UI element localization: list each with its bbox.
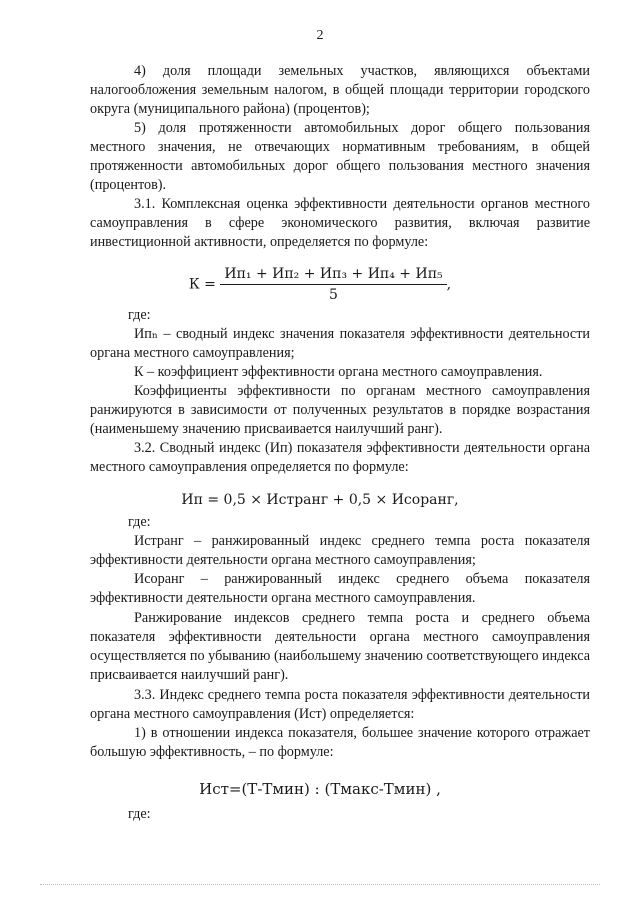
formula-k-numerator: Ип₁ + Ип₂ + Ип₃ + Ип₄ + Ип₅ (220, 266, 446, 285)
definition-k: К – коэффициент эффективности органа местного самоуправления. (134, 364, 543, 380)
page-number: 2 (316, 28, 324, 43)
where-label-3: где: (128, 806, 151, 822)
formula-ist: Ист=(Т-Тмин) : (Тмакс-Тмин) , (199, 780, 441, 798)
definition-ipn: Ипₙ – сводный индекс значения показателя эффективности деятельности органа местного самоуправления; (90, 326, 590, 361)
paragraph-3-1: 3.1. Комплексная оценка эффективности деятельности органов местного самоуправления в сфере экономического развития, включая развитие инвестиционной активности, определяется по формуле: (90, 196, 590, 250)
formula-k (0, 266, 640, 303)
where-label-1: где: (128, 307, 151, 323)
definition-ist-rang: Истранг – ранжированный индекс среднего темпа роста показателя эффективности деятельности органа местного самоуправления; (90, 533, 590, 568)
formula-ip: Ип = 0,5 × Истранг + 0,5 × Исоранг, (181, 492, 459, 508)
paragraph-3-3: 3.3. Индекс среднего темпа роста показателя эффективности деятельности органа местного самоуправления (Ист) определяется: (90, 687, 590, 722)
formula-k-tail: , (446, 276, 452, 293)
paragraph-item-4: 4) доля площади земельных участков, являющихся объектами налогообложения земельным налогом, в общей площади территории городского округа (муниципального района) (процентов); (90, 63, 590, 117)
paragraph-3-3-item-1: 1) в отношении индекса показателя, большее значение которого отражает большую эффективность, – по формуле: (90, 725, 590, 760)
paragraph-ranking-coefficients: Коэффициенты эффективности по органам местного самоуправления ранжируются в зависимости от полученных результатов в порядке возрастания (наименьшему значению присваивается наилучший ранг). (90, 383, 590, 437)
footer-divider (40, 884, 600, 886)
formula-k-fraction (220, 266, 446, 303)
paragraph-3-2: 3.2. Сводный индекс (Ип) показателя эффективности деятельности органа местного самоуправления определяется по формуле: (90, 440, 590, 475)
paragraph-item-5: 5) доля протяженности автомобильных дорог общего пользования местного значения, не отвечающих нормативным требованиям, в общей протяженности автомобильных дорог общего пользования местного значения (процентов). (90, 120, 590, 193)
where-label-2: где: (128, 514, 151, 530)
formula-k-denominator: 5 (329, 287, 338, 303)
paragraph-ranking-indices: Ранжирование индексов среднего темпа роста и среднего объема показателя эффективности деятельности органа местного самоуправления осуществляется по убыванию (наибольшему значению соответствующего индекса присваивается наилучший ранг). (90, 610, 590, 683)
definition-iso-rang: Исоранг – ранжированный индекс среднего объема показателя эффективности деятельности органа местного самоуправления. (90, 571, 590, 606)
formula-k-lhs: К = (188, 276, 216, 293)
